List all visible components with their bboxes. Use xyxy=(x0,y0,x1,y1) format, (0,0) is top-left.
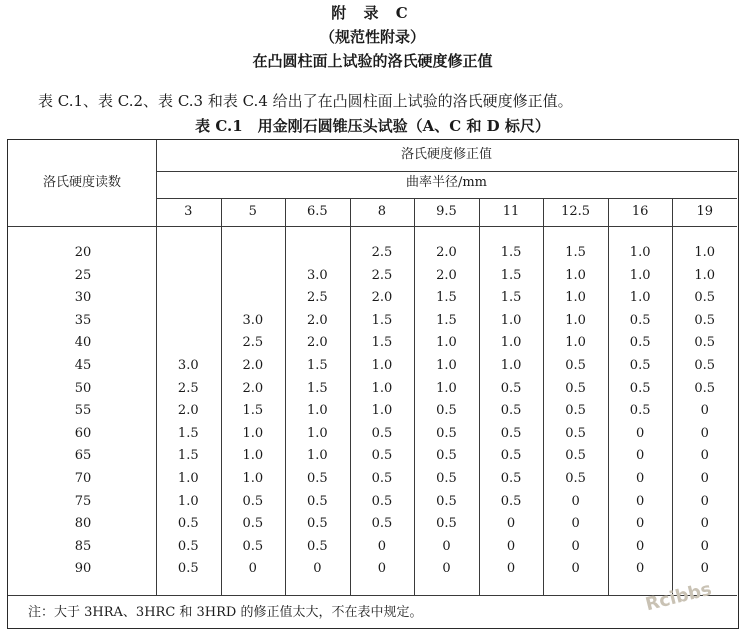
correction-value: 0.5 xyxy=(177,516,199,532)
correction-value: 0 xyxy=(636,561,645,577)
correction-value: 1.5 xyxy=(565,245,586,260)
hardness-reading: 40 xyxy=(74,335,92,351)
hardness-reading: 60 xyxy=(74,425,92,441)
correction-value: 1.5 xyxy=(500,267,522,283)
correction-value: 1.0 xyxy=(629,290,651,306)
hardness-reading: 25 xyxy=(74,267,92,283)
correction-table xyxy=(7,139,739,629)
correction-value: 1.0 xyxy=(500,335,522,351)
correction-value: 1.5 xyxy=(436,290,457,306)
correction-value: 1.5 xyxy=(371,335,393,351)
hardness-reading: 80 xyxy=(74,516,92,532)
correction-value: 0.5 xyxy=(177,561,199,577)
correction-value: 1.5 xyxy=(307,358,328,373)
correction-value: 0 xyxy=(636,516,645,532)
radius-header: 6.5 xyxy=(307,204,328,219)
correction-value: 0 xyxy=(506,516,516,532)
correction-value: 0.5 xyxy=(307,538,328,554)
correction-value: 2.5 xyxy=(371,267,393,283)
hardness-reading: 20 xyxy=(74,245,92,260)
correction-value: 0.5 xyxy=(629,312,651,328)
correction-value: 0.5 xyxy=(565,471,586,486)
correction-value: 0.5 xyxy=(307,516,328,532)
correction-value: 0.5 xyxy=(242,538,264,554)
radius-header: 11 xyxy=(502,204,520,219)
correction-value: 0.5 xyxy=(629,358,651,373)
radius-header: 8 xyxy=(377,204,387,219)
group-header: 洛氏硬度修正值 xyxy=(400,147,492,162)
radius-header: 19 xyxy=(696,204,713,219)
correction-value: 2.0 xyxy=(436,245,457,260)
hardness-reading: 75 xyxy=(74,493,92,509)
correction-value: 2.5 xyxy=(307,290,328,306)
correction-value: 0.5 xyxy=(436,493,457,509)
correction-value: 1.0 xyxy=(565,290,586,306)
correction-value: 2.0 xyxy=(307,335,328,351)
correction-value: 0 xyxy=(571,538,580,554)
correction-value: 2.0 xyxy=(436,267,457,283)
correction-value: 1.0 xyxy=(436,380,457,396)
correction-value: 1.0 xyxy=(565,312,586,328)
correction-value: 0.5 xyxy=(436,471,457,486)
correction-value: 0.5 xyxy=(371,425,393,441)
correction-value: 0.5 xyxy=(177,538,199,554)
correction-value: 0.5 xyxy=(565,358,586,373)
correction-value: 1.0 xyxy=(694,245,716,260)
correction-value: 0 xyxy=(700,471,709,486)
correction-value: 2.0 xyxy=(371,290,393,306)
correction-value: 0.5 xyxy=(500,471,522,486)
correction-value: 0.5 xyxy=(694,290,716,306)
correction-value: 0.5 xyxy=(307,471,328,486)
correction-value: 1.0 xyxy=(500,312,522,328)
correction-value: 0.5 xyxy=(629,335,651,351)
correction-value: 1.0 xyxy=(177,471,199,486)
radius-header: 9.5 xyxy=(436,204,457,219)
correction-value: 0 xyxy=(700,425,709,441)
correction-value: 0 xyxy=(700,538,709,554)
correction-value: 0.5 xyxy=(629,403,651,419)
correction-value: 0.5 xyxy=(371,493,393,509)
correction-value: 2.5 xyxy=(177,380,199,396)
correction-value: 1.5 xyxy=(500,245,522,260)
correction-value: 1.5 xyxy=(436,312,457,328)
correction-value: 1.0 xyxy=(565,335,586,351)
correction-value: 0.5 xyxy=(565,403,586,419)
hardness-reading: 70 xyxy=(74,471,92,486)
correction-value: 1.0 xyxy=(629,245,651,260)
correction-value: 1.5 xyxy=(500,290,522,306)
correction-value: 0 xyxy=(442,538,451,554)
correction-value: 0 xyxy=(700,561,709,577)
correction-value: 0.5 xyxy=(694,312,716,328)
correction-value: 1.5 xyxy=(371,312,393,328)
hardness-reading: 45 xyxy=(74,358,92,373)
correction-value: 1.0 xyxy=(371,358,393,373)
hardness-reading: 50 xyxy=(74,380,92,396)
correction-value: 1.0 xyxy=(242,425,264,441)
correction-value: 0 xyxy=(506,561,516,577)
watermark-logo: Rcibbs xyxy=(643,578,714,616)
correction-value: 0.5 xyxy=(500,448,522,464)
correction-value: 0 xyxy=(700,516,709,532)
table-caption: 表 C.1 用金刚石圆锥压头试验（A、C 和 D 标尺） xyxy=(195,117,550,135)
correction-value: 0.5 xyxy=(500,380,522,396)
correction-value: 0.5 xyxy=(242,516,264,532)
correction-value: 0.5 xyxy=(629,380,651,396)
correction-value: 2.5 xyxy=(371,245,393,260)
correction-value: 2.0 xyxy=(177,403,199,419)
correction-value: 1.0 xyxy=(436,335,457,351)
correction-value: 1.5 xyxy=(307,380,328,396)
correction-value: 0.5 xyxy=(694,380,716,396)
correction-value: 1.0 xyxy=(242,448,264,464)
correction-value: 0.5 xyxy=(436,425,457,441)
correction-value: 1.0 xyxy=(177,493,199,509)
correction-value: 0.5 xyxy=(307,493,328,509)
appendix-title: 附 录 C xyxy=(331,4,414,22)
correction-value: 0 xyxy=(442,561,451,577)
hardness-reading: 55 xyxy=(74,403,92,419)
row-header: 洛氏硬度读数 xyxy=(42,175,121,190)
correction-value: 0 xyxy=(636,538,645,554)
correction-value: 0 xyxy=(636,493,645,509)
correction-value: 0 xyxy=(636,448,645,464)
correction-value: 0 xyxy=(571,561,580,577)
correction-value: 2.0 xyxy=(242,358,264,373)
correction-value: 1.0 xyxy=(242,471,264,486)
hardness-reading: 85 xyxy=(74,538,92,554)
radius-header: 16 xyxy=(631,204,649,219)
hardness-reading: 90 xyxy=(74,561,92,577)
correction-value: 0.5 xyxy=(371,516,393,532)
hardness-reading: 35 xyxy=(74,312,92,328)
correction-value: 0.5 xyxy=(694,358,716,373)
correction-value: 1.0 xyxy=(500,358,522,373)
correction-value: 0.5 xyxy=(500,403,522,419)
correction-value: 0.5 xyxy=(436,448,457,464)
correction-value: 2.5 xyxy=(242,335,264,351)
correction-value: 0 xyxy=(377,538,387,554)
correction-value: 0 xyxy=(571,516,580,532)
correction-value: 1.0 xyxy=(307,448,328,464)
correction-value: 0.5 xyxy=(436,403,457,419)
sub-header: 曲率半径/mm xyxy=(405,175,488,190)
correction-value: 1.5 xyxy=(177,448,199,464)
correction-value: 0.5 xyxy=(565,448,586,464)
table-column-rule xyxy=(285,198,286,595)
correction-value: 3.0 xyxy=(177,358,199,373)
correction-value: 0.5 xyxy=(436,516,457,532)
correction-value: 1.0 xyxy=(371,403,393,419)
correction-value: 0 xyxy=(248,561,257,577)
table-rule xyxy=(8,226,737,227)
correction-value: 1.0 xyxy=(307,403,328,419)
correction-value: 0.5 xyxy=(565,425,586,441)
appendix-type: （规范性附录） xyxy=(319,28,425,46)
correction-value: 0.5 xyxy=(694,335,716,351)
correction-value: 1.0 xyxy=(371,380,393,396)
correction-value: 0 xyxy=(636,425,645,441)
hardness-reading: 65 xyxy=(74,448,92,464)
correction-value: 3.0 xyxy=(242,312,264,328)
correction-value: 0 xyxy=(700,403,709,419)
table-rule xyxy=(156,198,737,199)
table-note: 注：大于 3HRA、3HRC 和 3HRD 的修正值太大，不在表中规定。 xyxy=(28,605,423,620)
radius-header: 5 xyxy=(248,204,257,219)
correction-value: 0 xyxy=(700,448,709,464)
correction-value: 0 xyxy=(571,493,580,509)
correction-value: 0 xyxy=(506,538,516,554)
correction-value: 1.0 xyxy=(307,425,328,441)
table-column-rule xyxy=(221,198,222,595)
correction-value: 3.0 xyxy=(307,267,328,283)
correction-value: 2.0 xyxy=(307,312,328,328)
radius-header: 3 xyxy=(184,204,193,219)
correction-value: 0.5 xyxy=(371,448,393,464)
correction-value: 2.0 xyxy=(242,380,264,396)
radius-header: 12.5 xyxy=(561,204,591,219)
correction-value: 0.5 xyxy=(500,425,522,441)
correction-value: 0 xyxy=(700,493,709,509)
correction-value: 0 xyxy=(377,561,387,577)
correction-value: 0.5 xyxy=(565,380,586,396)
hardness-reading: 30 xyxy=(74,290,92,306)
correction-value: 0.5 xyxy=(500,493,522,509)
correction-value: 1.0 xyxy=(436,358,457,373)
correction-value: 1.5 xyxy=(177,425,199,441)
correction-value: 1.0 xyxy=(565,267,586,283)
correction-value: 1.0 xyxy=(694,267,716,283)
correction-value: 0.5 xyxy=(242,493,264,509)
correction-value: 0 xyxy=(313,561,322,577)
correction-value: 1.5 xyxy=(242,403,264,419)
table-rule xyxy=(156,171,737,172)
intro-paragraph: 表 C.1、表 C.2、表 C.3 和表 C.4 给出了在凸圆柱面上试验的洛氏硬度修正值。 xyxy=(38,92,573,110)
correction-value: 0 xyxy=(636,471,645,486)
correction-value: 1.0 xyxy=(629,267,651,283)
correction-value: 0.5 xyxy=(371,471,393,486)
table-rule xyxy=(8,595,737,596)
appendix-subtitle: 在凸圆柱面上试验的洛氏硬度修正值 xyxy=(252,52,493,70)
